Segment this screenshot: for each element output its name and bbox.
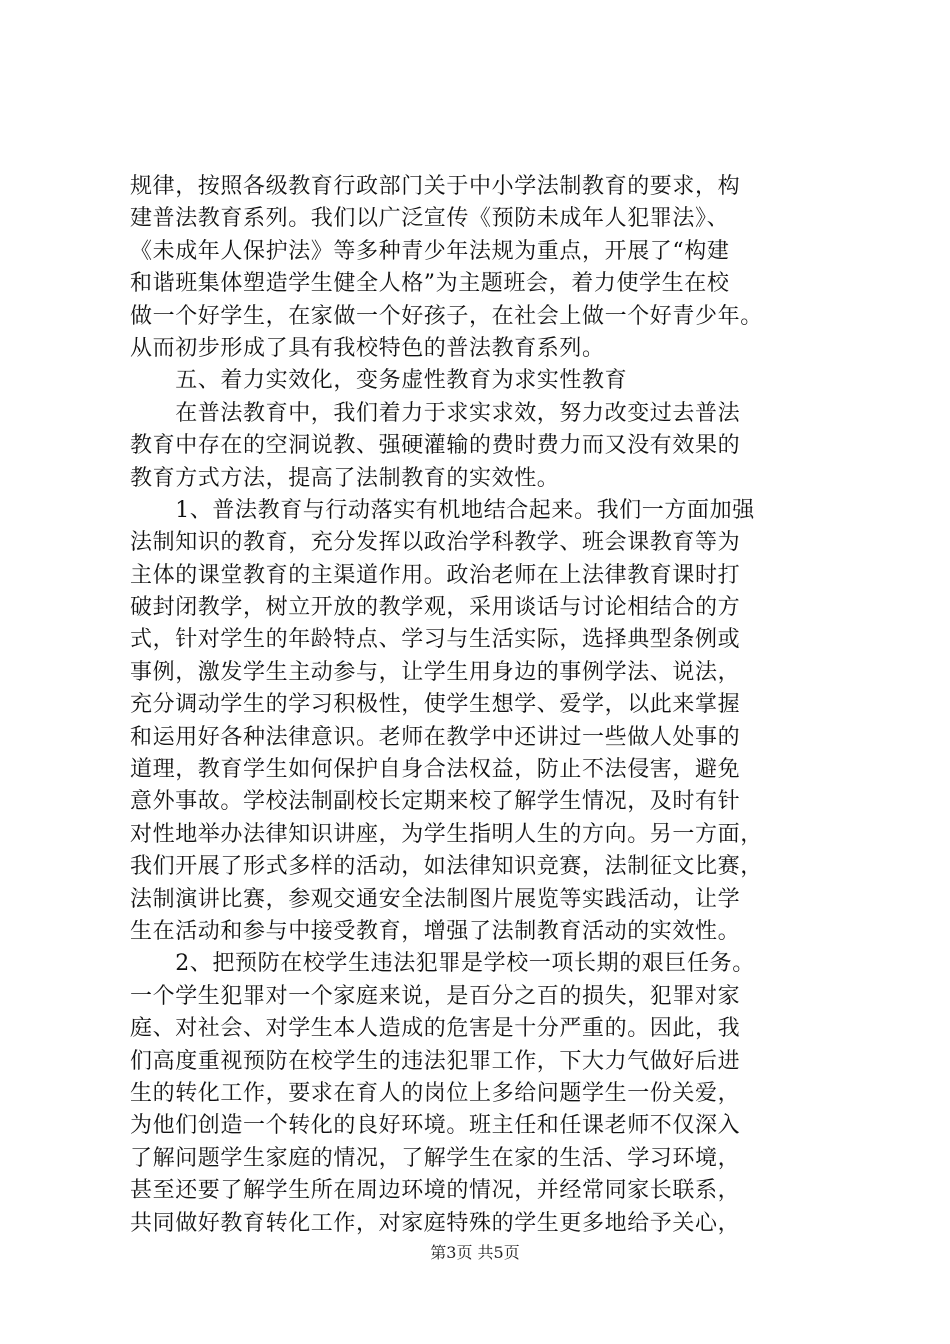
text-line: 教育方式方法，提高了法制教育的实效性。 bbox=[130, 465, 560, 491]
text-line: 主体的课堂教育的主渠道作用。政治老师在上法律教育课时打 bbox=[130, 562, 741, 588]
text-line: 为他们创造一个转化的良好环境。班主任和任课老师不仅深入 bbox=[130, 1113, 741, 1139]
text-line: 道理，教育学生如何保护自身合法权益，防止不法侵害，避免 bbox=[130, 757, 741, 783]
text-line: 意外事故。学校法制副校长定期来校了解学生情况，及时有针 bbox=[130, 789, 741, 815]
text-line: 共同做好教育转化工作，对家庭特殊的学生更多地给予关心， bbox=[130, 1210, 741, 1236]
text-line: 一个学生犯罪对一个家庭来说，是百分之百的损失，犯罪对家 bbox=[130, 983, 741, 1009]
text-line: 做一个好学生，在家做一个好孩子，在社会上做一个好青少年。 bbox=[130, 303, 763, 329]
body-text bbox=[130, 171, 830, 1240]
text-line: 建普法教育系列。我们以广泛宣传《预防未成年人犯罪法》、 bbox=[130, 206, 730, 232]
text-line: 事例，激发学生主动参与，让学生用身边的事例学法、说法， bbox=[130, 659, 741, 685]
text-line: 们高度重视预防在校学生的违法犯罪工作，下大力气做好后进 bbox=[130, 1048, 741, 1074]
text-line: 生在活动和参与中接受教育，增强了法制教育活动的实效性。 bbox=[130, 918, 741, 944]
text-line: 生的转化工作，要求在育人的岗位上多给问题学生一份关爱， bbox=[130, 1080, 741, 1106]
text-line: 对性地举办法律知识讲座，为学生指明人生的方向。另一方面， bbox=[130, 821, 763, 847]
text-line: 充分调动学生的学习积极性，使学生想学、爱学，以此来掌握 bbox=[130, 692, 741, 718]
text-line: 2、把预防在校学生违法犯罪是学校一项长期的艰巨任务。 bbox=[130, 951, 755, 977]
text-line: 甚至还要了解学生所在周边环境的情况，并经常同家长联系， bbox=[130, 1178, 741, 1204]
text-line: 式，针对学生的年龄特点、学习与生活实际，选择典型条例或 bbox=[130, 627, 741, 653]
text-line: 在普法教育中，我们着力于求实求效，努力改变过去普法 bbox=[130, 400, 741, 426]
text-line: 1、普法教育与行动落实有机地结合起来。我们一方面加强 bbox=[130, 497, 755, 523]
text-line: 法制演讲比赛，参观交通安全法制图片展览等实践活动，让学 bbox=[130, 886, 741, 912]
text-line: 从而初步形成了具有我校特色的普法教育系列。 bbox=[130, 335, 605, 361]
text-line: 《未成年人保护法》等多种青少年法规为重点，开展了“构建 bbox=[130, 238, 730, 264]
text-line: 教育中存在的空洞说教、强硬灌输的费时费力而又没有效果的 bbox=[130, 433, 741, 459]
text-line: 了解问题学生家庭的情况，了解学生在家的生活、学习环境， bbox=[130, 1145, 741, 1171]
section-heading: 五、着力实效化，变务虚性教育为求实性教育 bbox=[130, 368, 628, 394]
page-number-footer: 第3页 共5页 bbox=[430, 1243, 520, 1262]
text-line: 我们开展了形式多样的活动，如法律知识竞赛，法制征文比赛， bbox=[130, 854, 763, 880]
text-line: 破封闭教学，树立开放的教学观，采用谈话与讨论相结合的方 bbox=[130, 595, 741, 621]
text-line: 庭、对社会、对学生本人造成的危害是十分严重的。因此，我 bbox=[130, 1016, 741, 1042]
text-line: 法制知识的教育，充分发挥以政治学科教学、班会课教育等为 bbox=[130, 530, 741, 556]
text-line: 和谐班集体塑造学生健全人格”为主题班会，着力使学生在校 bbox=[130, 271, 730, 297]
text-line: 和运用好各种法律意识。老师在教学中还讲过一些做人处事的 bbox=[130, 724, 741, 750]
text-line: 规律，按照各级教育行政部门关于中小学法制教育的要求，构 bbox=[130, 174, 741, 199]
